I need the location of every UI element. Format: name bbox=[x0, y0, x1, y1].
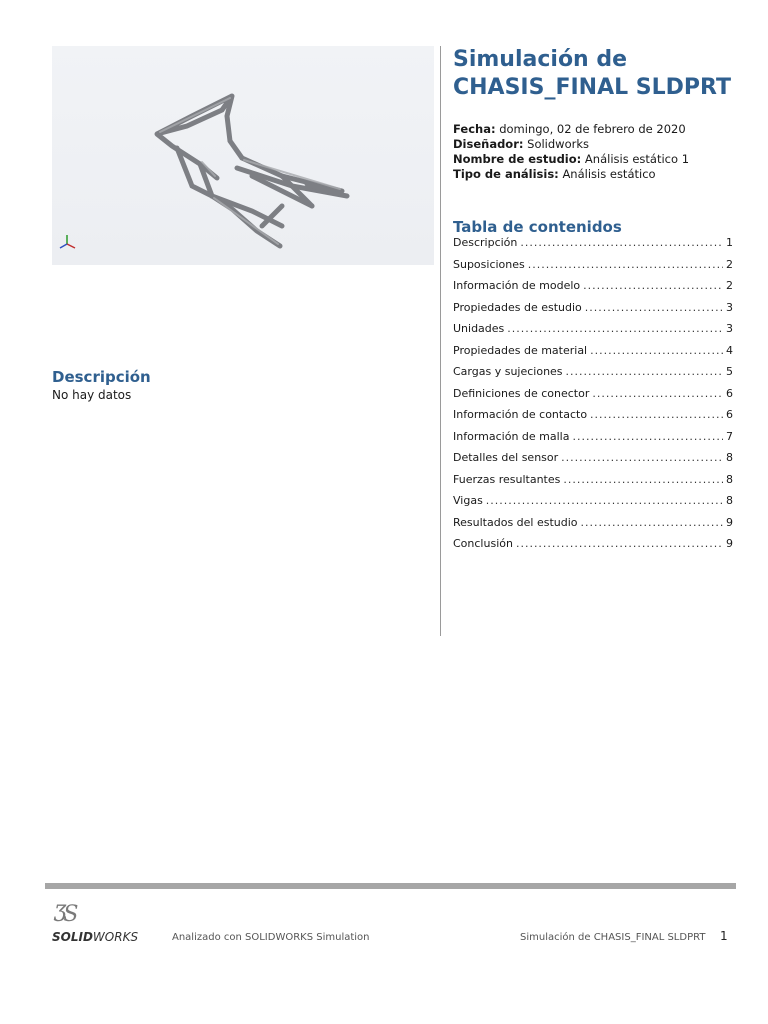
toc-item[interactable]: Definiciones de conector ..... 6 bbox=[453, 387, 733, 409]
meta-date: Fecha: domingo, 02 de febrero de 2020 bbox=[453, 122, 686, 136]
study-metadata bbox=[453, 122, 733, 182]
toc-item[interactable]: Detalles del sensor ..... 8 bbox=[453, 451, 733, 473]
toc-item[interactable]: Conclusión ..... 9 bbox=[453, 537, 733, 559]
coordinate-axes-icon bbox=[58, 232, 78, 252]
toc-item[interactable]: Unidades ..... 3 bbox=[453, 322, 733, 344]
meta-designer: Diseñador: Solidworks bbox=[453, 137, 589, 151]
toc-item[interactable]: Propiedades de material ..... 4 bbox=[453, 344, 733, 366]
column-divider bbox=[440, 46, 441, 636]
toc-item[interactable]: Información de contacto ..... 6 bbox=[453, 408, 733, 430]
toc-item[interactable]: Cargas y sujeciones ..... 5 bbox=[453, 365, 733, 387]
toc-heading: Tabla de contenidos bbox=[453, 218, 622, 236]
toc-item[interactable]: Descripción ..... 1 bbox=[453, 236, 733, 258]
toc-item[interactable]: Vigas ..... 8 bbox=[453, 494, 733, 516]
chassis-model-image bbox=[52, 46, 434, 265]
description-section bbox=[52, 368, 422, 403]
document-title: Simulación de CHASIS_FINAL SLDPRT bbox=[453, 47, 731, 100]
meta-study-name: Nombre de estudio: Análisis estático 1 bbox=[453, 152, 690, 166]
toc-item[interactable]: Suposiciones ..... 2 bbox=[453, 258, 733, 280]
toc-item[interactable]: Fuerzas resultantes ..... 8 bbox=[453, 473, 733, 495]
solidworks-wordmark: SOLIDWORKS bbox=[52, 930, 139, 944]
footer-page-number: 1 bbox=[720, 929, 728, 943]
footer-analyzed-with: Analizado con SOLIDWORKS Simulation bbox=[172, 932, 370, 943]
description-heading: Descripción bbox=[52, 368, 151, 386]
toc-item[interactable]: Información de modelo ..... 2 bbox=[453, 279, 733, 301]
footer-rule bbox=[45, 883, 736, 889]
footer-document-title: Simulación de CHASIS_FINAL SLDPRT bbox=[520, 932, 706, 943]
report-header-column bbox=[453, 46, 733, 559]
description-body: No hay datos bbox=[52, 388, 132, 402]
toc-item[interactable]: Propiedades de estudio ..... 3 bbox=[453, 301, 733, 323]
table-of-contents bbox=[453, 236, 733, 559]
meta-analysis-type: Tipo de análisis: Análisis estático bbox=[453, 167, 656, 181]
toc-item[interactable]: Información de malla ..... 7 bbox=[453, 430, 733, 452]
ds-logo-icon: ƷS bbox=[54, 902, 76, 927]
chassis-frame-drawing bbox=[52, 46, 434, 265]
solidworks-logo bbox=[52, 902, 162, 946]
toc-item[interactable]: Resultados del estudio ..... 9 bbox=[453, 516, 733, 538]
